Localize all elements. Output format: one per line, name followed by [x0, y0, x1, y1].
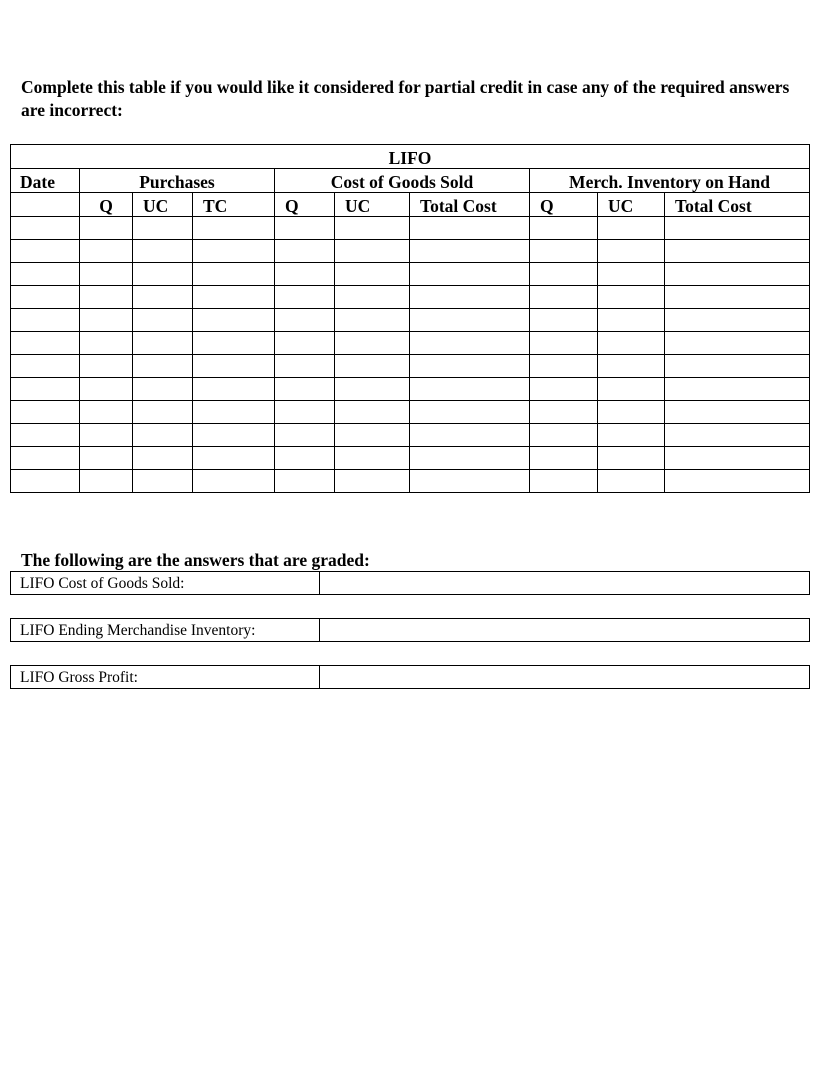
inventory-total-cost-header: Total Cost: [665, 193, 810, 217]
date-cell[interactable]: [11, 332, 80, 355]
cogs-total-cost-cell[interactable]: [410, 217, 530, 240]
purchases-q-cell[interactable]: [80, 355, 133, 378]
inventory-total-cost-cell[interactable]: [665, 332, 810, 355]
date-cell[interactable]: [11, 447, 80, 470]
table-row: [11, 240, 810, 263]
inventory-q-cell[interactable]: [530, 286, 598, 309]
lifo-table: [10, 144, 810, 493]
inventory-total-cost-cell[interactable]: [665, 378, 810, 401]
cogs-q-cell[interactable]: [275, 447, 335, 470]
cogs-q-cell[interactable]: [275, 286, 335, 309]
cogs-q-cell[interactable]: [275, 424, 335, 447]
inventory-header: Merch. Inventory on Hand: [530, 169, 810, 193]
table-row: [11, 378, 810, 401]
cogs-uc-cell[interactable]: [335, 424, 410, 447]
purchases-uc-cell[interactable]: [133, 217, 193, 240]
inventory-uc-cell[interactable]: [598, 378, 665, 401]
purchases-tc-cell[interactable]: [193, 332, 275, 355]
purchases-tc-cell[interactable]: [193, 217, 275, 240]
instructions-text: Complete this table if you would like it considered for partial credit in case any of the required answers are incorrect:: [21, 77, 790, 120]
purchases-q-cell[interactable]: [80, 401, 133, 424]
inventory-q-cell[interactable]: [530, 378, 598, 401]
inventory-q-cell[interactable]: [530, 470, 598, 493]
cogs-uc-cell[interactable]: [335, 378, 410, 401]
purchases-q-header: Q: [80, 193, 133, 217]
inventory-total-cost-cell[interactable]: [665, 470, 810, 493]
cogs-uc-cell[interactable]: [335, 240, 410, 263]
cogs-q-cell[interactable]: [275, 470, 335, 493]
table-title-row: [11, 145, 810, 169]
cogs-uc-cell[interactable]: [335, 447, 410, 470]
table-row: [11, 447, 810, 470]
cogs-q-cell[interactable]: [275, 263, 335, 286]
purchases-uc-cell[interactable]: [133, 263, 193, 286]
purchases-uc-cell[interactable]: [133, 447, 193, 470]
inventory-total-cost-cell[interactable]: [665, 355, 810, 378]
table-row: [11, 263, 810, 286]
inventory-q-cell[interactable]: [530, 355, 598, 378]
inventory-total-cost-cell[interactable]: [665, 217, 810, 240]
group-header-row: [11, 169, 810, 193]
inventory-total-cost-cell[interactable]: [665, 240, 810, 263]
inventory-uc-cell[interactable]: [598, 309, 665, 332]
purchases-tc-cell[interactable]: [193, 309, 275, 332]
purchases-q-cell[interactable]: [80, 286, 133, 309]
inventory-uc-cell[interactable]: [598, 447, 665, 470]
cogs-q-cell[interactable]: [275, 240, 335, 263]
purchases-tc-cell[interactable]: [193, 470, 275, 493]
purchases-tc-cell[interactable]: [193, 355, 275, 378]
purchases-q-cell[interactable]: [80, 424, 133, 447]
inventory-uc-cell[interactable]: [598, 263, 665, 286]
purchases-q-cell[interactable]: [80, 309, 133, 332]
purchases-tc-cell[interactable]: [193, 401, 275, 424]
cogs-q-cell[interactable]: [275, 355, 335, 378]
inventory-q-cell[interactable]: [530, 309, 598, 332]
table-row: [11, 217, 810, 240]
gross-profit-answer-row: [10, 665, 810, 689]
cogs-uc-cell[interactable]: [335, 355, 410, 378]
inventory-answer-field[interactable]: [320, 619, 810, 642]
cogs-uc-cell[interactable]: [335, 309, 410, 332]
purchases-uc-cell[interactable]: [133, 309, 193, 332]
gross-profit-answer-label: LIFO Gross Profit:: [11, 666, 320, 689]
purchases-q-cell[interactable]: [80, 240, 133, 263]
date-cell[interactable]: [11, 309, 80, 332]
inventory-total-cost-cell[interactable]: [665, 263, 810, 286]
cogs-uc-header: UC: [335, 193, 410, 217]
purchases-tc-cell[interactable]: [193, 447, 275, 470]
inventory-total-cost-cell[interactable]: [665, 401, 810, 424]
cogs-total-cost-header: Total Cost: [410, 193, 530, 217]
inventory-q-cell[interactable]: [530, 401, 598, 424]
purchases-tc-cell[interactable]: [193, 378, 275, 401]
purchases-uc-cell[interactable]: [133, 401, 193, 424]
inventory-q-cell[interactable]: [530, 217, 598, 240]
inventory-uc-cell[interactable]: [598, 470, 665, 493]
inventory-uc-cell[interactable]: [598, 424, 665, 447]
inventory-q-cell[interactable]: [530, 263, 598, 286]
cogs-uc-cell[interactable]: [335, 217, 410, 240]
cogs-q-cell[interactable]: [275, 401, 335, 424]
table-row: [11, 424, 810, 447]
inventory-total-cost-cell[interactable]: [665, 424, 810, 447]
purchases-q-cell[interactable]: [80, 378, 133, 401]
purchases-uc-cell[interactable]: [133, 240, 193, 263]
inventory-total-cost-cell[interactable]: [665, 309, 810, 332]
inventory-answer-label: LIFO Ending Merchandise Inventory:: [11, 619, 320, 642]
cogs-uc-cell[interactable]: [335, 401, 410, 424]
purchases-tc-header: TC: [193, 193, 275, 217]
cogs-total-cost-cell[interactable]: [410, 355, 530, 378]
purchases-tc-cell[interactable]: [193, 286, 275, 309]
inventory-uc-cell[interactable]: [598, 240, 665, 263]
purchases-q-cell[interactable]: [80, 217, 133, 240]
purchases-q-cell[interactable]: [80, 263, 133, 286]
purchases-uc-cell[interactable]: [133, 378, 193, 401]
cogs-q-cell[interactable]: [275, 332, 335, 355]
date-cell[interactable]: [11, 286, 80, 309]
purchases-uc-cell[interactable]: [133, 332, 193, 355]
cogs-q-cell[interactable]: [275, 378, 335, 401]
date-cell[interactable]: [11, 401, 80, 424]
date-cell[interactable]: [11, 217, 80, 240]
date-cell[interactable]: [11, 263, 80, 286]
cogs-q-header: Q: [275, 193, 335, 217]
purchases-uc-header: UC: [133, 193, 193, 217]
inventory-uc-cell[interactable]: [598, 332, 665, 355]
date-cell[interactable]: [11, 240, 80, 263]
purchases-uc-cell[interactable]: [133, 286, 193, 309]
date-cell[interactable]: [11, 424, 80, 447]
purchases-tc-cell[interactable]: [193, 424, 275, 447]
cogs-total-cost-cell[interactable]: [410, 378, 530, 401]
date-cell[interactable]: [11, 378, 80, 401]
table-row: [11, 286, 810, 309]
inventory-total-cost-cell[interactable]: [665, 286, 810, 309]
cogs-q-cell[interactable]: [275, 217, 335, 240]
date-cell[interactable]: [11, 470, 80, 493]
date-cell[interactable]: [11, 355, 80, 378]
inventory-uc-cell[interactable]: [598, 217, 665, 240]
table-title: LIFO: [11, 145, 810, 169]
purchases-uc-cell[interactable]: [133, 424, 193, 447]
table-row: [11, 355, 810, 378]
inventory-q-cell[interactable]: [530, 447, 598, 470]
cogs-answer-label: LIFO Cost of Goods Sold:: [11, 572, 320, 595]
cogs-total-cost-cell[interactable]: [410, 332, 530, 355]
purchases-uc-cell[interactable]: [133, 470, 193, 493]
table-row: [11, 309, 810, 332]
cogs-total-cost-cell[interactable]: [410, 309, 530, 332]
cogs-total-cost-cell[interactable]: [410, 263, 530, 286]
date-header: Date: [11, 169, 80, 193]
inventory-uc-cell[interactable]: [598, 401, 665, 424]
purchases-q-cell[interactable]: [80, 470, 133, 493]
table-row: [11, 470, 810, 493]
cogs-answer-row: [10, 571, 810, 595]
inventory-q-cell[interactable]: [530, 332, 598, 355]
cogs-total-cost-cell[interactable]: [410, 424, 530, 447]
cogs-q-cell[interactable]: [275, 309, 335, 332]
cogs-uc-cell[interactable]: [335, 263, 410, 286]
table-row: [11, 401, 810, 424]
inventory-q-cell[interactable]: [530, 240, 598, 263]
inventory-uc-cell[interactable]: [598, 286, 665, 309]
purchases-tc-cell[interactable]: [193, 240, 275, 263]
inventory-total-cost-cell[interactable]: [665, 447, 810, 470]
purchases-tc-cell[interactable]: [193, 263, 275, 286]
cogs-uc-cell[interactable]: [335, 332, 410, 355]
inventory-q-header: Q: [530, 193, 598, 217]
date-subheader: [11, 193, 80, 217]
inventory-uc-header: UC: [598, 193, 665, 217]
cogs-total-cost-cell[interactable]: [410, 447, 530, 470]
purchases-uc-cell[interactable]: [133, 355, 193, 378]
sub-header-row: [11, 193, 810, 217]
graded-answers-title: The following are the answers that are graded:: [21, 550, 370, 570]
cogs-uc-cell[interactable]: [335, 286, 410, 309]
table-row: [11, 332, 810, 355]
cogs-answer-field[interactable]: [320, 572, 810, 595]
cogs-total-cost-cell[interactable]: [410, 286, 530, 309]
cogs-total-cost-cell[interactable]: [410, 240, 530, 263]
purchases-q-cell[interactable]: [80, 332, 133, 355]
inventory-uc-cell[interactable]: [598, 355, 665, 378]
inventory-answer-row: [10, 618, 810, 642]
purchases-q-cell[interactable]: [80, 447, 133, 470]
cogs-total-cost-cell[interactable]: [410, 470, 530, 493]
purchases-header: Purchases: [80, 169, 275, 193]
cogs-uc-cell[interactable]: [335, 470, 410, 493]
cogs-total-cost-cell[interactable]: [410, 401, 530, 424]
gross-profit-answer-field[interactable]: [320, 666, 810, 689]
cogs-header: Cost of Goods Sold: [275, 169, 530, 193]
inventory-q-cell[interactable]: [530, 424, 598, 447]
